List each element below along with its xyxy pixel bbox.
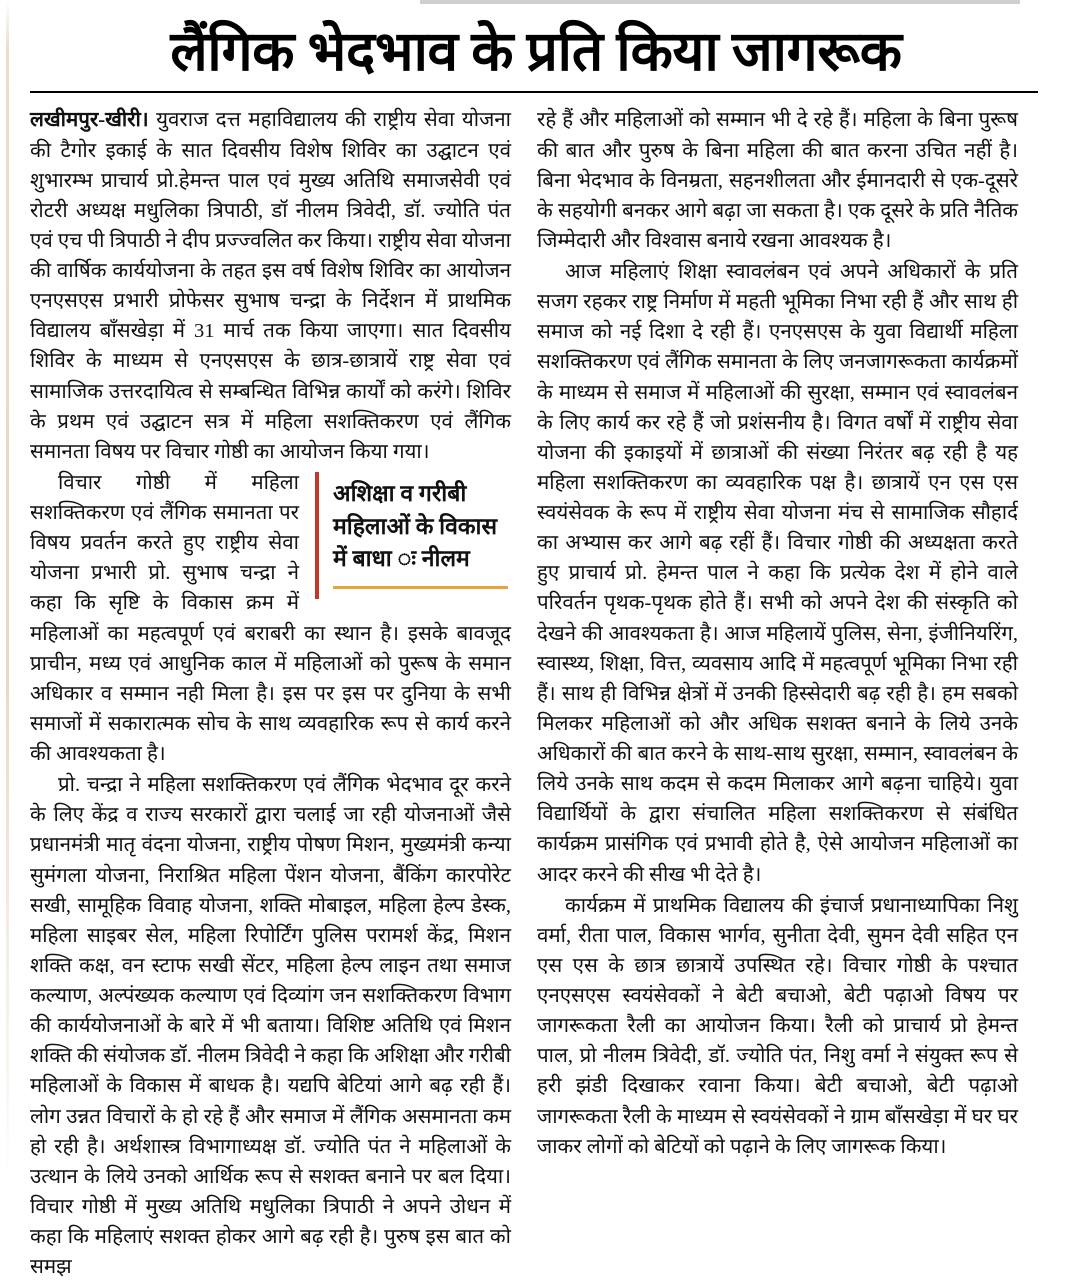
pull-quote bbox=[315, 472, 511, 599]
paragraph-right-3: कार्यक्रम में प्राथमिक विद्यालय की इंचार्ज प्रधानाध्यापिका निशु वर्मा, रीता पाल, विकास भार्गव, सुनीता देवी, सुमन देवी सहित एन एस एस के छात्र छात्रायें उपस्थित रहे। विचार गोष्ठी के पश्चात एनएसएस स्वयंसेवकों ने बेटी बचाओ, बेटी पढ़ाओ विषय पर जागरूकता रैली का आयोजन किया। रैली को प्राचार्य प्रो हेमन्त पाल, प्रो नीलम त्रिवेदी, डॉ. ज्योति पंत, निशु वर्मा ने संयुक्त रूप से हरी झंडी दिखाकर रवाना किया। बेटी बचाओ, बेटी पढ़ाओ जागरूकता रैली के माध्यम से स्वयंसेवकों ने ग्राम बाँसखेड़ा में घर घर जाकर लोगों को बेटियों को पढ़ाने के लिए जागरूक किया। bbox=[537, 894, 1018, 1158]
paragraph-left-3: प्रो. चन्द्रा ने महिला सशक्तिकरण एवं लैंगिक भेदभाव दूर करने के लिए केंद्र व राज्य सरकारों द्वारा चलाई जा रही योजनाओं जैसे प्रधानमंत्री मातृ वंदना योजना, राष्ट्रीय पोषण मिशन, मुख्यमंत्री कन्या सुमंगला योजना, निराश्रित महिला पेंशन योजना, बैंकिंग कारपोरेट सखी, सामूहिक विवाह योजना, शक्ति मोबाइल, महिला हेल्प डेस्क, महिला साइबर सेल, महिला रिपोर्टिंग पुलिस परामर्श केंद्र, मिशन शक्ति कक्ष, वन स्टाफ सखी सेंटर, महिला हेल्प लाइन तथा समाज कल्याण, अल्पंख्यक कल्याण एवं दिव्यांग जन सशक्तिकरण विभाग की कार्ययोजनाओं के बारे में भी बताया। विशिष्ट अतिथि एवं मिशन शक्ति की संयोजक डॉ. नीलम त्रिवेदी ने कहा कि अशिक्षा और गरीबी महिलाओं के विकास में बाधक है। यद्यपि बेटियां आगे बढ़ रही हैं। लोग उन्नत विचारों के हो रहे हैं और समाज में लैंगिक असमानता कम हो रही है। अर्थशास्त्र विभागाध्यक्ष डॉ. ज्योति पंत ने महिलाओं के उत्थान के लिये उनको आर्थिक रूप से सशक्त बनाने पर बल दिया। विचार गोष्ठी में मुख्य अतिथि मधुलिका त्रिपाठी ने अपने उोधन में कहा कि महिलाएं सशक्त होकर आगे बढ़ रही है। पुरुष इस बात को समझ bbox=[30, 774, 511, 1279]
article-body bbox=[30, 105, 1038, 1283]
page-title: लैंगिक भेदभाव के प्रति किया जागरूक bbox=[170, 21, 902, 82]
paragraph-right-1: रहे हैं और महिलाओं को सम्मान भी दे रहे हैं। महिला के बिना पुरूष की बात और पुरुष के बिना महिला की बात करना उचित नहीं है। बिना भेदभाव के विनम्रता, सहनशीलता और ईमानदारी से एक-दूसरे के सहयोगी बनकर आगे बढ़ा जा सकता है। एक दूसरे के प्रति नैतिक जिम्मेदारी और विश्वास बनाये रखना आवश्यक है। bbox=[537, 109, 1018, 252]
column-left bbox=[30, 105, 511, 1283]
pull-quote-text: अशिक्षा व गरीबी महिलाओं के विकास में बाधा ः नीलम bbox=[333, 480, 498, 572]
paragraph-left-1 bbox=[30, 105, 511, 467]
column-right bbox=[537, 105, 1018, 1162]
dateline: लखीमपुर-खीरी। bbox=[30, 109, 149, 132]
pull-quote-underline bbox=[333, 586, 508, 589]
headline-divider bbox=[30, 91, 1038, 93]
paragraph-left-1-text: युवराज दत्त महाविद्यालय की राष्ट्रीय सेवा योजना की टैगोर इकाई के सात दिवसीय विशेष शिविर का उद्घाटन एवं शुभारम्भ प्राचार्य प्रो.हेमन्त पाल एवं मुख्य अतिथि समाजसेवी एवं रोटरी अध्यक्ष मधुलिका त्रिपाठी, डॉ नीलम त्रिवेदी, डॉ. ज्योति पंत एवं एच पी त्रिपाठी ने दीप प्रज्ज्वलित कर किया। राष्ट्रीय सेवा योजना की वार्षिक कार्ययोजना के तहत इस वर्ष विशेष शिविर का आयोजन एनएसएस प्रभारी प्रोफेसर सुभाष चन्द्रा के निर्देशन में प्राथमिक विद्यालय बाँसखेड़ा में 31 मार्च तक किया जाएगा। सात दिवसीय शिविर के माध्यम से एनएसएस के छात्र-छात्रायें राष्ट्र सेवा एवं सामाजिक उत्तरदायित्व से सम्बन्धित विभिन्न कार्यों को करंगे। शिविर के प्रथम एवं उद्घाटन सत्र में महिला सशक्तिकरण एवं लैंगिक समानता विषय पर विचार गोष्ठी का आयोजन किया गया। bbox=[30, 109, 511, 463]
paragraph-left-2: विचार गोष्ठी में महिला सशक्तिकरण एवं लैंगिक समानता पर विषय प्रवर्तन करते हुए राष्ट्रीय सेवा योजना प्रभारी प्रो. सुभाष चन्द्रा ने कहा कि सृष्टि के विकास क्रम में महिलाओं का महत्वपूर्ण एवं बराबरी का स्थान है। इसके बावजूद प्राचीन, मध्य एवं आधुनिक काल में महिलाओं को पुरूष के समान अधिकार व सम्मान नही मिला है। इस पर इस पर दुनिया के सभी समाजों में सकारात्मक सोच के साथ व्यवहारिक रूप से कार्य करने की आवश्यकता है। bbox=[30, 471, 511, 766]
paragraph-right-2: आज महिलाएं शिक्षा स्वावलंबन एवं अपने अधिकारों के प्रति सजग रहकर राष्ट्र निर्माण में महती भूमिका निभा रही हैं और साथ ही समाज को नई दिशा दे रही हैं। एनएसएस के युवा विद्यार्थी महिला सशक्तिकरण एवं लैंगिक समानता के लिए जनजागरूकता कार्यक्रमों के माध्यम से समाज में महिलाओं की सुरक्षा, सम्मान एवं स्वावलंबन के लिए कार्य कर रहे हैं जो प्रशंसनीय है। विगत वर्षों में राष्ट्रीय सेवा योजना की इकाइयों में छात्राओं की संख्या निरंतर बढ़ रही है यह महिला सशक्तिकरण का व्यवहारिक पक्ष है। छात्रायें एन एस एस स्वयंसेवक के रूप में राष्ट्रीय सेवा योजना मंच से सामाजिक सौहार्द का अभ्यास कर आगे बढ़ रहीं हैं। विचार गोष्ठी की अध्यक्षता करते हुए प्राचार्य प्रो. हेमन्त पाल ने कहा कि प्रत्येक देश में होने वाले परिवर्तन पृथक-पृथक होते हैं। सभी को अपने देश की संस्कृति को देखने की आवश्यकता है। आज महिलायें पुलिस, सेना, इंजीनियरिंग, स्वास्थ्य, शिक्षा, वित्त, व्यवसाय आदि में महत्वपूर्ण भूमिका निभा रही हैं। साथ ही विभिन्न क्षेत्रों में उनकी हिस्सेदारी बढ़ रही है। हम सबको मिलकर महिलाओं को और अधिक सशक्त बनाने के लिये उनके अधिकारों की बात करने के साथ-साथ सुरक्षा, सम्मान, स्वावलंबन के लिये उनके साथ कदम से कदम मिलाकर आगे बढ़ना चाहिये। युवा विद्यार्थियों के द्वारा संचालित महिला सशक्तिकरण से संबंधित कार्यक्रम प्रासंगिक एवं प्रभावी होते है, ऐसे आयोजन महिलाओं का आदर करने की सीख भी देते है। bbox=[537, 261, 1018, 886]
